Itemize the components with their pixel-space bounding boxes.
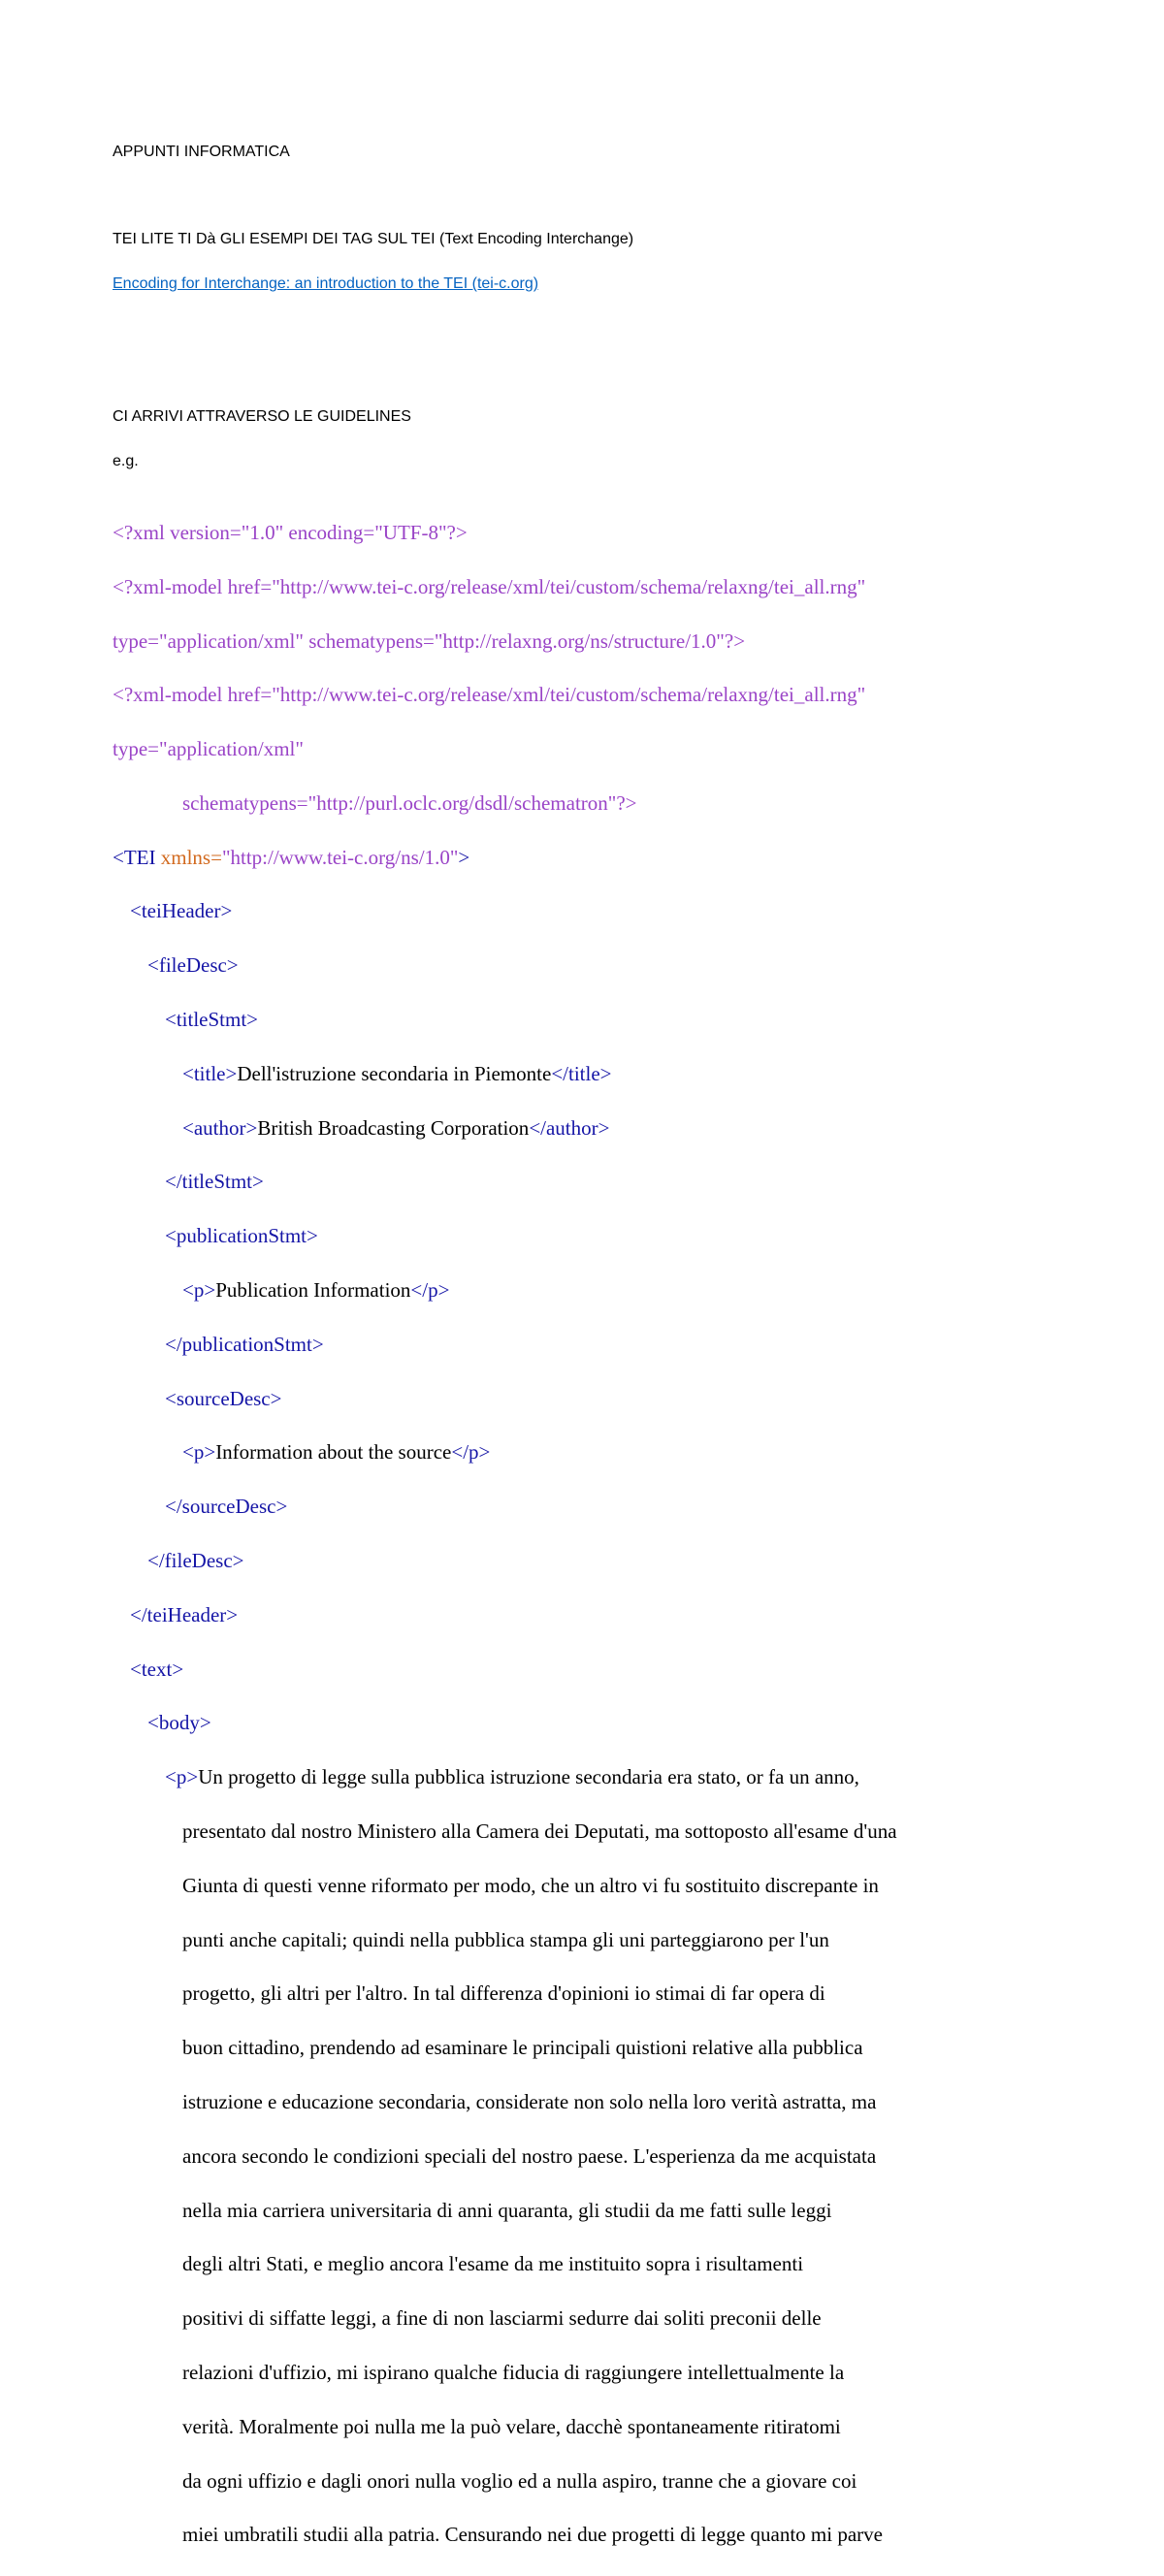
p-open-tag: <p>: [182, 1440, 216, 1465]
body-text-line: istruzione e educazione secondaria, considerate non solo nella loro verità astratta, ma: [182, 2090, 877, 2114]
tei-lite-note: TEI LITE TI Dà GLI ESEMPI DEI TAG SUL TEI (Text Encoding Interchange): [113, 231, 634, 247]
titlestmt-close: </titleStmt>: [165, 1170, 264, 1194]
publication-p-line: [113, 1277, 897, 1304]
body-p-line-0: [113, 1764, 897, 1791]
body-open: <body>: [147, 1711, 211, 1735]
sourcedesc-close: </sourceDesc>: [165, 1495, 288, 1519]
titlestmt-open: <titleStmt>: [165, 1008, 259, 1032]
xml-model-2-line-2: type="application/xml": [113, 737, 304, 761]
tei-xmlns-value: "http://www.tei-c.org/ns/1.0": [221, 845, 459, 869]
body-text-line: positivi di siffatte leggi, a fine di non lasciarmi sedurre dai soliti preconii delle: [182, 2306, 822, 2331]
publication-text: Publication Information: [215, 1278, 411, 1303]
tei-open-tag: <TEI: [113, 845, 156, 869]
body-text-line: progetto, gli altri per l'altro. In tal differenza d'opinioni io stimai di far opera di: [182, 1981, 825, 2006]
source-p-line: [113, 1439, 897, 1466]
body-text-line: punti anche capitali; quindi nella pubblica stampa gli uni parteggiarono per l'un: [182, 1927, 829, 1951]
example-label: e.g.: [113, 453, 139, 469]
body-text-line: miei umbratili studii alla patria. Censurando nei due progetti di legge quanto mi parve: [182, 2523, 883, 2547]
p-close-tag: </p>: [451, 1440, 491, 1465]
body-text-line: presentato dal nostro Ministero alla Camera dei Deputati, ma sottoposto all'esame d'una: [182, 1819, 897, 1844]
body-text-line: ancora secondo le condizioni speciali del nostro paese. L'esperienza da me acquistata: [182, 2143, 877, 2168]
body-text-line: nella mia carriera universitaria di anni quaranta, gli studii da me fatti sulle leggi: [182, 2198, 832, 2222]
tei-root-line: [113, 845, 897, 872]
xml-model-2-line-1: <?xml-model href="http://www.tei-c.org/release/xml/tei/custom/schema/relaxng/tei_all.rng": [113, 683, 866, 707]
tei-intro-link[interactable]: Encoding for Interchange: an introduction to the TEI (tei-c.org): [113, 275, 539, 292]
filedesc-open: <fileDesc>: [147, 953, 239, 978]
author-text: British Broadcasting Corporation: [257, 1115, 530, 1140]
body-text-line: degli altri Stati, e meglio ancora l'esame da me instituito sopra i risultamenti: [182, 2252, 804, 2276]
title-text: Dell'istruzione secondaria in Piemonte: [237, 1061, 552, 1085]
body-text-line: buon cittadino, prendendo ad esaminare le principali quistioni relative alla pubblica: [182, 2036, 863, 2060]
body-text-line: da ogni uffizio e dagli onori nulla voglio ed a nulla aspiro, tranne che a giovare coi: [182, 2468, 857, 2493]
p-open-tag: <p>: [182, 1278, 216, 1303]
xml-declaration: <?xml version="1.0" encoding="UTF-8"?>: [113, 520, 468, 544]
body-text-line: relazioni d'uffizio, mi ispirano qualche fiducia di raggiungere intellettualmente la: [182, 2361, 845, 2384]
title-line: [113, 1061, 897, 1088]
xml-model-2-line-3: schematypens="http://purl.oclc.org/dsdl/schematron"?>: [182, 790, 637, 815]
author-open-tag: <author>: [182, 1115, 258, 1140]
author-close-tag: </author>: [529, 1115, 610, 1140]
author-line: [113, 1115, 897, 1143]
xml-model-1-line-2: type="application/xml" schematypens="http://relaxng.org/ns/structure/1.0"?>: [113, 628, 746, 653]
text-open: <text>: [130, 1657, 184, 1681]
teiheader-close: </teiHeader>: [130, 1602, 239, 1626]
p-close-tag: </p>: [410, 1278, 450, 1303]
p-open-tag: <p>: [165, 1765, 199, 1789]
xml-model-1-line-1: <?xml-model href="http://www.tei-c.org/release/xml/tei/custom/schema/relaxng/tei_all.rng": [113, 574, 866, 598]
teiheader-open: <teiHeader>: [130, 899, 233, 923]
xml-example: [113, 493, 897, 2576]
tei-xmlns-attr: xmlns=: [160, 845, 222, 869]
publicationstmt-open: <publicationStmt>: [165, 1224, 318, 1248]
sourcedesc-open: <sourceDesc>: [165, 1386, 282, 1410]
body-text-line: Un progetto di legge sulla pubblica istruzione secondaria era stato, or fa un anno,: [198, 1765, 859, 1789]
title-open-tag: <title>: [182, 1061, 238, 1085]
filedesc-close: </fileDesc>: [147, 1549, 244, 1573]
publicationstmt-close: </publicationStmt>: [165, 1332, 324, 1356]
title-close-tag: </title>: [551, 1061, 612, 1085]
document-heading: APPUNTI INFORMATICA: [113, 144, 290, 160]
guidelines-note: CI ARRIVI ATTRAVERSO LE GUIDELINES: [113, 408, 411, 425]
tei-open-tag-end: >: [458, 845, 470, 869]
body-text-line: Giunta di questi venne riformato per modo, che un altro vi fu sostituito discrepante in: [182, 1873, 879, 1897]
body-text-line: verità. Moralmente poi nulla me la può velare, dacchè spontaneamente ritiratomi: [182, 2414, 841, 2438]
source-text: Information about the source: [215, 1440, 452, 1465]
